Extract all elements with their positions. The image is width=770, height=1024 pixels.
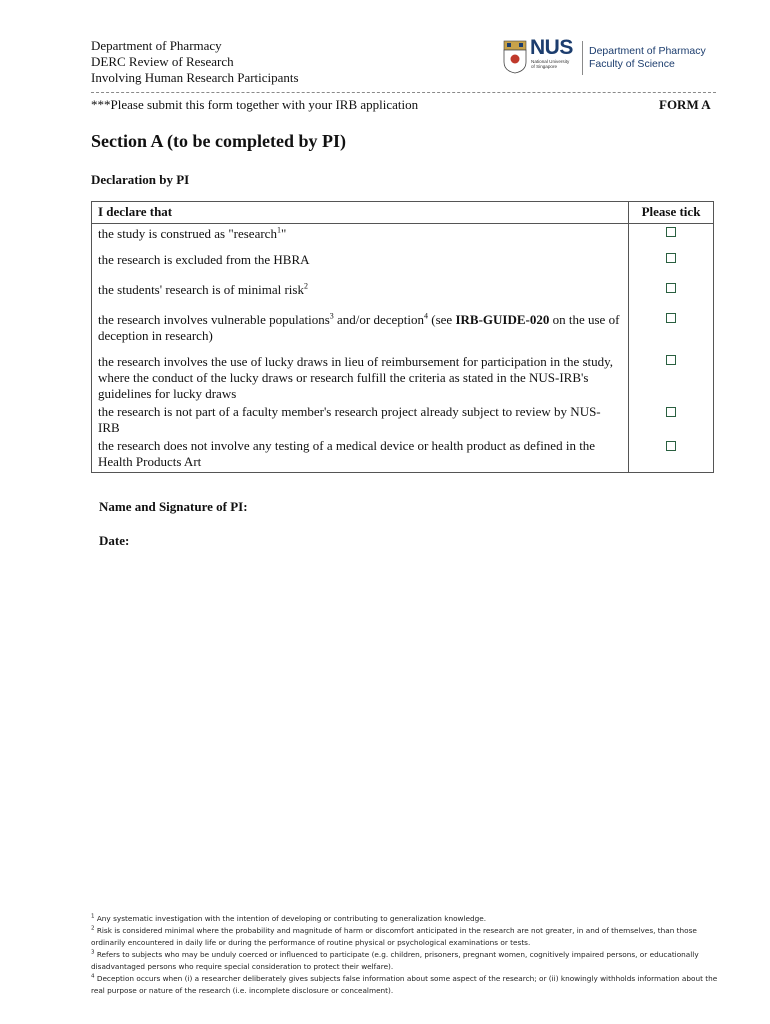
footnote-ref: 2 [303, 281, 308, 291]
declaration-text-part: (see [428, 312, 456, 327]
footnote [91, 925, 721, 949]
logo-dept-line: Department of Pharmacy [589, 45, 706, 57]
footnote-number: 3 [91, 949, 95, 956]
guide-reference: IRB-GUIDE-020 [455, 312, 550, 327]
declaration-text [92, 310, 629, 352]
footnote [91, 913, 721, 925]
nus-logo [503, 38, 718, 78]
declaration-text: the research does not involve any testing of a medical device or health product as defined in the Health Products Art [92, 438, 629, 473]
checkbox-icon[interactable] [666, 355, 676, 365]
checkbox-icon[interactable] [666, 441, 676, 451]
section-title: Section A (to be completed by PI) [91, 131, 346, 151]
table-row [92, 224, 714, 251]
declaration-table [91, 201, 714, 473]
checkbox-icon[interactable] [666, 227, 676, 237]
table-row [92, 280, 714, 310]
declaration-text: the research involves the use of lucky draws in lieu of reimbursement for participation in the study, where the conduct of the lucky draws or research fulfill the criteria as stated in the NUS-IRB's guidelines for lucky draws [92, 352, 629, 404]
name-signature-label: Name and Signature of PI: [99, 499, 248, 514]
footnote-ref: 1 [276, 225, 281, 235]
footnotes [91, 913, 721, 997]
table-row [92, 438, 714, 473]
table-row [92, 310, 714, 352]
column-header-declaration: I declare that [92, 202, 629, 224]
footnote-number: 2 [91, 925, 95, 932]
checkbox-icon[interactable] [666, 253, 676, 263]
checkbox-icon[interactable] [666, 283, 676, 293]
tick-cell [629, 224, 714, 251]
tick-cell [629, 438, 714, 473]
declaration-text-part: on the use of deception in research) [98, 312, 620, 343]
footnote-ref: 3 [329, 311, 334, 321]
footnote-ref: 4 [424, 311, 429, 321]
declaration-text [92, 250, 629, 280]
declaration-text [92, 224, 629, 251]
declaration-text [92, 280, 629, 310]
tick-cell [629, 280, 714, 310]
footnote-number: 1 [91, 913, 95, 920]
footnote [91, 949, 721, 973]
checkbox-icon[interactable] [666, 313, 676, 323]
declaration-text: the research is not part of a faculty member's research project already subject to review by NUS-IRB [92, 404, 629, 438]
nus-crest-icon [503, 40, 527, 74]
checkbox-icon[interactable] [666, 407, 676, 417]
tick-cell [629, 404, 714, 438]
nus-subtitle-line: National University [531, 59, 570, 64]
table-row [92, 404, 714, 438]
logo-department [589, 45, 706, 71]
tick-cell [629, 250, 714, 280]
table-row [92, 352, 714, 404]
table-header-row [92, 202, 714, 224]
nus-subtitle [531, 59, 569, 70]
table-row [92, 250, 714, 280]
logo-faculty-line: Faculty of Science [589, 58, 675, 70]
date-label: Date: [99, 533, 130, 548]
footnote-text: Refers to subjects who may be unduly coerced or influenced to participate (e.g. children, prisoners, pregnant women, cognitively impaired persons, or educationally disadvantaged persons who require special consideration to protect their welfare). [91, 950, 699, 971]
footnote-text: Any systematic investigation with the intention of developing or contributing to generalization knowledge. [94, 914, 487, 923]
form-label: FORM A [659, 97, 711, 112]
declaration-text-part: the research is excluded from the HBRA [98, 252, 310, 267]
column-header-tick: Please tick [629, 202, 714, 224]
declaration-heading: Declaration by PI [91, 172, 190, 187]
nus-wordmark: NUS [530, 36, 573, 59]
declaration-text-part: and/or deception [333, 312, 425, 327]
tick-cell [629, 352, 714, 404]
footnote-text: Deception occurs when (i) a researcher deliberately gives subjects false information about some aspect of the research; or (ii) knowingly withholds information about the real purpose or nature of the research (i.e. incomplete disclosure or concealment). [91, 974, 718, 995]
tick-cell [629, 310, 714, 352]
declaration-text-part: the students' research is of minimal risk [98, 282, 304, 297]
document-header [91, 38, 299, 86]
header-divider [91, 92, 716, 93]
logo-divider [582, 41, 583, 75]
header-line-dept: Department of Pharmacy [91, 38, 222, 53]
submit-note: ***Please submit this form together with your IRB application [91, 97, 419, 112]
footnote [91, 973, 721, 997]
declaration-text-part: " [280, 226, 287, 241]
header-line-committee: DERC Review of Research [91, 54, 234, 69]
footnote-number: 4 [91, 973, 95, 980]
header-line-subject: Involving Human Research Participants [91, 70, 299, 85]
nus-subtitle-line: of Singapore [531, 64, 558, 70]
declaration-text-part: the study is construed as "research [98, 226, 277, 241]
footnote-text: Risk is considered minimal where the probability and magnitude of harm or discomfort anticipated in the research are not greater, in and of themselves, than those ordinarily encountered in daily life or during the performance of routine physical or psychological examinations or tests. [91, 926, 697, 947]
declaration-text-part: the research involves vulnerable populations [98, 312, 330, 327]
